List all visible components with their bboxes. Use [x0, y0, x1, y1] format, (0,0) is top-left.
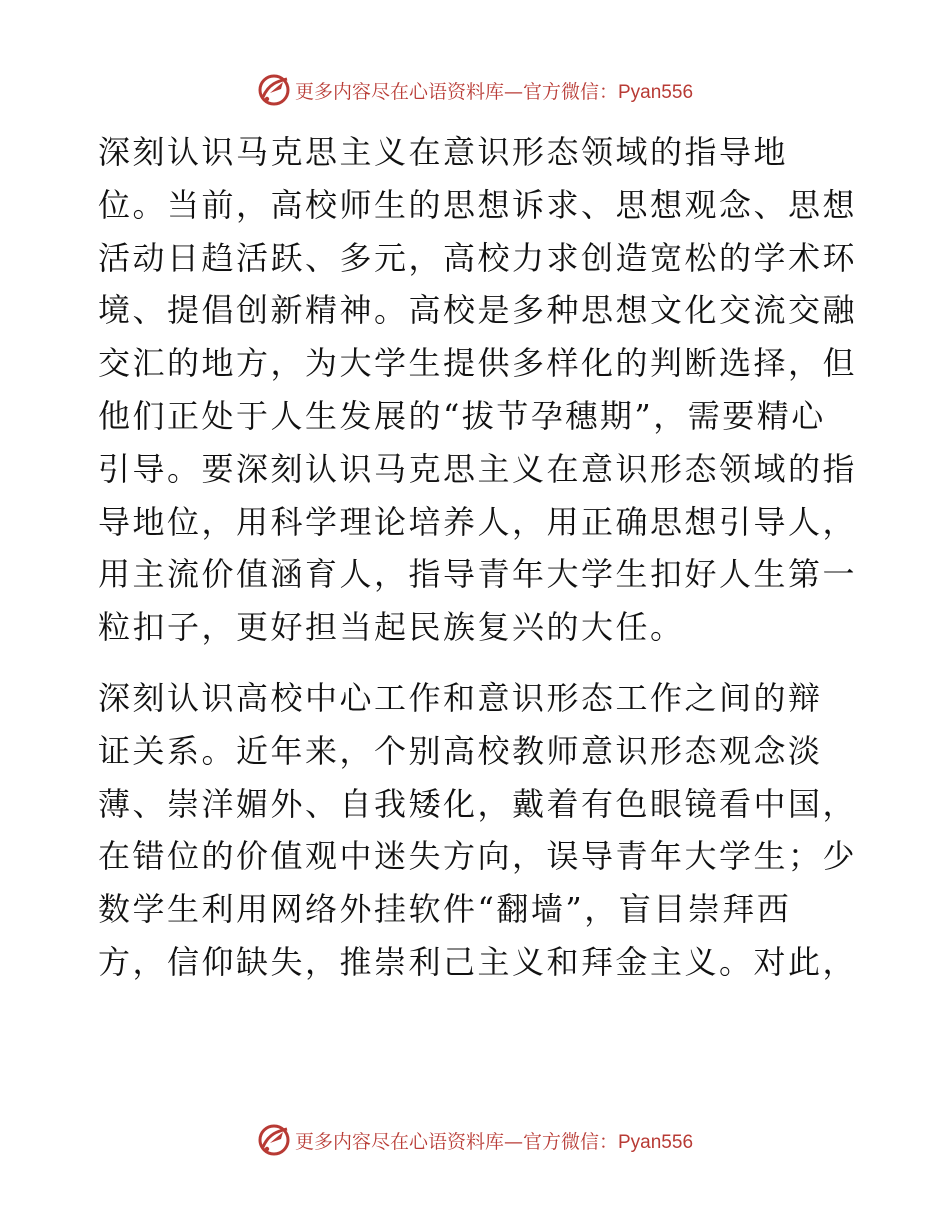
text-line: 活动日趋活跃、多元，高校力求创造宽松的学术环 [98, 238, 858, 277]
paragraph-2 [98, 672, 858, 989]
text-line: 用主流价值涵育人，指导青年大学生扣好人生第一 [98, 555, 858, 594]
header-banner-text: 更多内容尽在心语资料库—官方微信：Pyan556 [294, 80, 694, 103]
text-line: 导地位，用科学理论培养人，用正确思想引导人， [98, 502, 858, 541]
text-line: 境、提倡创新精神。高校是多种思想文化交流交融 [98, 291, 858, 330]
brand-logo-icon [257, 73, 291, 107]
paragraph-1 [98, 126, 858, 654]
text-line: 交汇的地方，为大学生提供多样化的判断选择，但 [98, 344, 858, 383]
document-body [98, 126, 858, 989]
text-line: 证关系。近年来，个别高校教师意识形态观念淡 [98, 731, 823, 770]
text-line: 位。当前，高校师生的思想诉求、思想观念、思想 [98, 185, 858, 224]
text-line: 粒扣子，更好担当起民族复兴的大任。 [98, 608, 685, 647]
text-line: 数学生利用网络外挂软件“翻墙”，盲目崇拜西 [98, 890, 792, 929]
brand-logo-icon [257, 1123, 291, 1157]
footer-wechat-id: Pyan556 [618, 1131, 694, 1153]
text-line: 方，信仰缺失，推崇利己主义和拜金主义。对此， [98, 942, 858, 981]
text-line: 在错位的价值观中迷失方向，误导青年大学生；少 [98, 837, 858, 876]
text-line: 引导。要深刻认识马克思主义在意识形态领域的指 [98, 449, 858, 488]
header-banner [0, 70, 950, 110]
text-line: 深刻认识马克思主义在意识形态领域的指导地 [98, 133, 789, 171]
header-wechat-id: Pyan556 [618, 81, 694, 103]
footer-banner-text: 更多内容尽在心语资料库—官方微信：Pyan556 [294, 1130, 694, 1153]
text-line: 深刻认识高校中心工作和意识形态工作之间的辩 [98, 678, 823, 717]
text-line: 薄、崇洋媚外、自我矮化，戴着有色眼镜看中国， [98, 784, 858, 823]
text-line: 他们正处于人生发展的“拔节孕穗期”，需要精心 [98, 396, 826, 435]
footer-banner [0, 1120, 950, 1160]
